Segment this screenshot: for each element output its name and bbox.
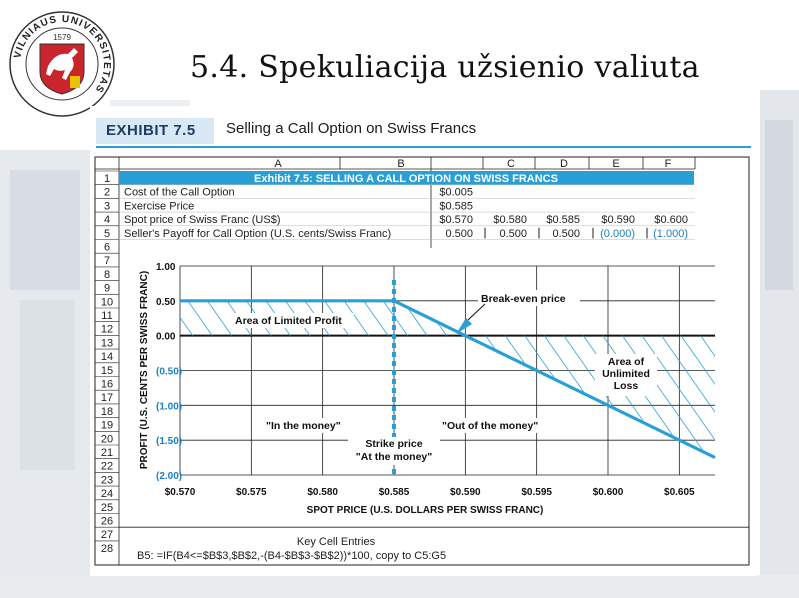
row-number: 14 xyxy=(100,351,114,364)
y-tick-label: (0.50) xyxy=(156,366,183,378)
row-number: 10 xyxy=(100,296,114,309)
unlimited-loss-label: Loss xyxy=(613,380,639,392)
x-tick-label: $0.605 xyxy=(664,487,695,498)
university-logo xyxy=(6,8,118,120)
table-cell: $0.590 xyxy=(601,214,635,227)
table-cell: $0.005 xyxy=(439,186,473,199)
y-tick-label: 1.00 xyxy=(156,262,176,273)
table-cell: (0.000) xyxy=(600,227,635,240)
x-axis-label: SPOT PRICE (U.S. DOLLARS PER SWISS FRANC) xyxy=(306,505,544,516)
row-label: Spot price of Swiss Franc (US$) xyxy=(124,214,281,227)
column-header-b: B xyxy=(397,158,405,170)
table-cell: $0.585 xyxy=(439,200,473,213)
column-header-c: C xyxy=(507,158,515,170)
row-number: 20 xyxy=(100,433,114,446)
y-tick-label: (1.50) xyxy=(156,436,183,448)
column-header-e: E xyxy=(612,158,620,170)
table-cell: $0.600 xyxy=(654,214,688,227)
x-tick-label: $0.585 xyxy=(378,487,410,498)
table-cell: (1.000) xyxy=(653,227,688,240)
row-number: 19 xyxy=(100,419,114,432)
key-cell-formula: B5: =IF(B4<=$B$3,$B$2,-(B4-$B$3-$B$2))*100, copy to C5:G5 xyxy=(137,550,447,562)
table-cell: $0.585 xyxy=(546,214,580,227)
row-number: 8 xyxy=(103,268,111,281)
row-number: 5 xyxy=(103,227,111,240)
table-cell: $0.570 xyxy=(439,214,473,227)
row-number: 7 xyxy=(103,255,111,268)
x-tick-label: $0.590 xyxy=(450,487,481,498)
slide-title: 5.4. Spekuliacija užsienio valiuta xyxy=(190,50,700,85)
row-number: 21 xyxy=(100,447,114,459)
exhibit-caption: Selling a Call Option on Swiss Francs xyxy=(226,120,477,137)
table-cell: $0.580 xyxy=(493,214,527,227)
logo-ring-text: VILNIAUS UNIVERSITETAS xyxy=(12,13,113,96)
row-number: 28 xyxy=(100,542,114,555)
y-tick-label: 0.50 xyxy=(156,296,176,308)
table-cell: 0.500 xyxy=(499,227,527,240)
row-number: 6 xyxy=(103,241,111,254)
row-number: 27 xyxy=(100,529,114,542)
y-tick-label: (1.00) xyxy=(156,401,183,413)
at-money-label: "At the money" xyxy=(355,451,433,463)
row-number: 4 xyxy=(103,214,111,227)
in-money-label: "In the money" xyxy=(266,420,341,432)
row-label: Cost of the Call Option xyxy=(124,186,235,199)
row-number: 26 xyxy=(100,515,114,528)
column-header-f: F xyxy=(664,158,672,170)
row-number: 1 xyxy=(103,173,111,185)
x-tick-label: $0.575 xyxy=(236,487,267,498)
row-number: 15 xyxy=(100,364,114,377)
row-number: 3 xyxy=(103,200,111,213)
y-tick-label: 0.00 xyxy=(156,331,176,343)
row-number: 17 xyxy=(100,392,114,405)
out-money-label: "Out of the money" xyxy=(442,420,539,432)
row-number: 16 xyxy=(100,378,114,391)
table-cell: 0.500 xyxy=(445,227,473,240)
row-number: 23 xyxy=(100,474,114,487)
row-number: 12 xyxy=(100,323,114,336)
row-number: 25 xyxy=(100,501,114,514)
logo-year: 1579 xyxy=(53,33,71,42)
limited-profit-label: Area of Limited Profit xyxy=(235,315,342,327)
break-even-label: Break-even price xyxy=(481,293,566,305)
row-label: Exercise Price xyxy=(124,200,195,213)
unlimited-loss-label: Area of xyxy=(607,356,645,368)
row-number: 9 xyxy=(103,282,111,295)
x-tick-label: $0.570 xyxy=(164,487,196,498)
y-tick-label: (2.00) xyxy=(156,471,183,482)
row-number: 11 xyxy=(101,310,113,322)
exhibit-panel xyxy=(90,106,757,576)
row-number: 13 xyxy=(100,337,114,350)
key-cell-title: Key Cell Entries xyxy=(296,536,376,548)
sheet-title-row: Exhibit 7.5: SELLING A CALL OPTION ON SWISS FRANCS xyxy=(254,173,558,185)
table-cell: 0.500 xyxy=(552,227,580,240)
exhibit-tag-label: EXHIBIT 7.5 xyxy=(106,122,196,139)
x-tick-label: $0.580 xyxy=(307,487,338,498)
row-number: 18 xyxy=(100,405,114,418)
strike-price-label: Strike price xyxy=(365,438,423,450)
row-number: 22 xyxy=(100,460,114,473)
row-number: 2 xyxy=(103,186,111,199)
unlimited-loss-label: Unlimited xyxy=(602,368,650,380)
y-axis-label: PROFIT (U.S. CENTS PER SWISS FRANC) xyxy=(139,270,150,470)
row-label: Seller's Payoff for Call Option (U.S. cents/Swiss Franc) xyxy=(124,227,392,240)
row-number: 24 xyxy=(100,488,114,501)
spreadsheet xyxy=(90,106,757,576)
x-tick-label: $0.600 xyxy=(592,487,624,498)
column-header-d: D xyxy=(560,158,568,170)
x-tick-label: $0.595 xyxy=(521,487,552,498)
column-header-a: A xyxy=(274,158,282,170)
